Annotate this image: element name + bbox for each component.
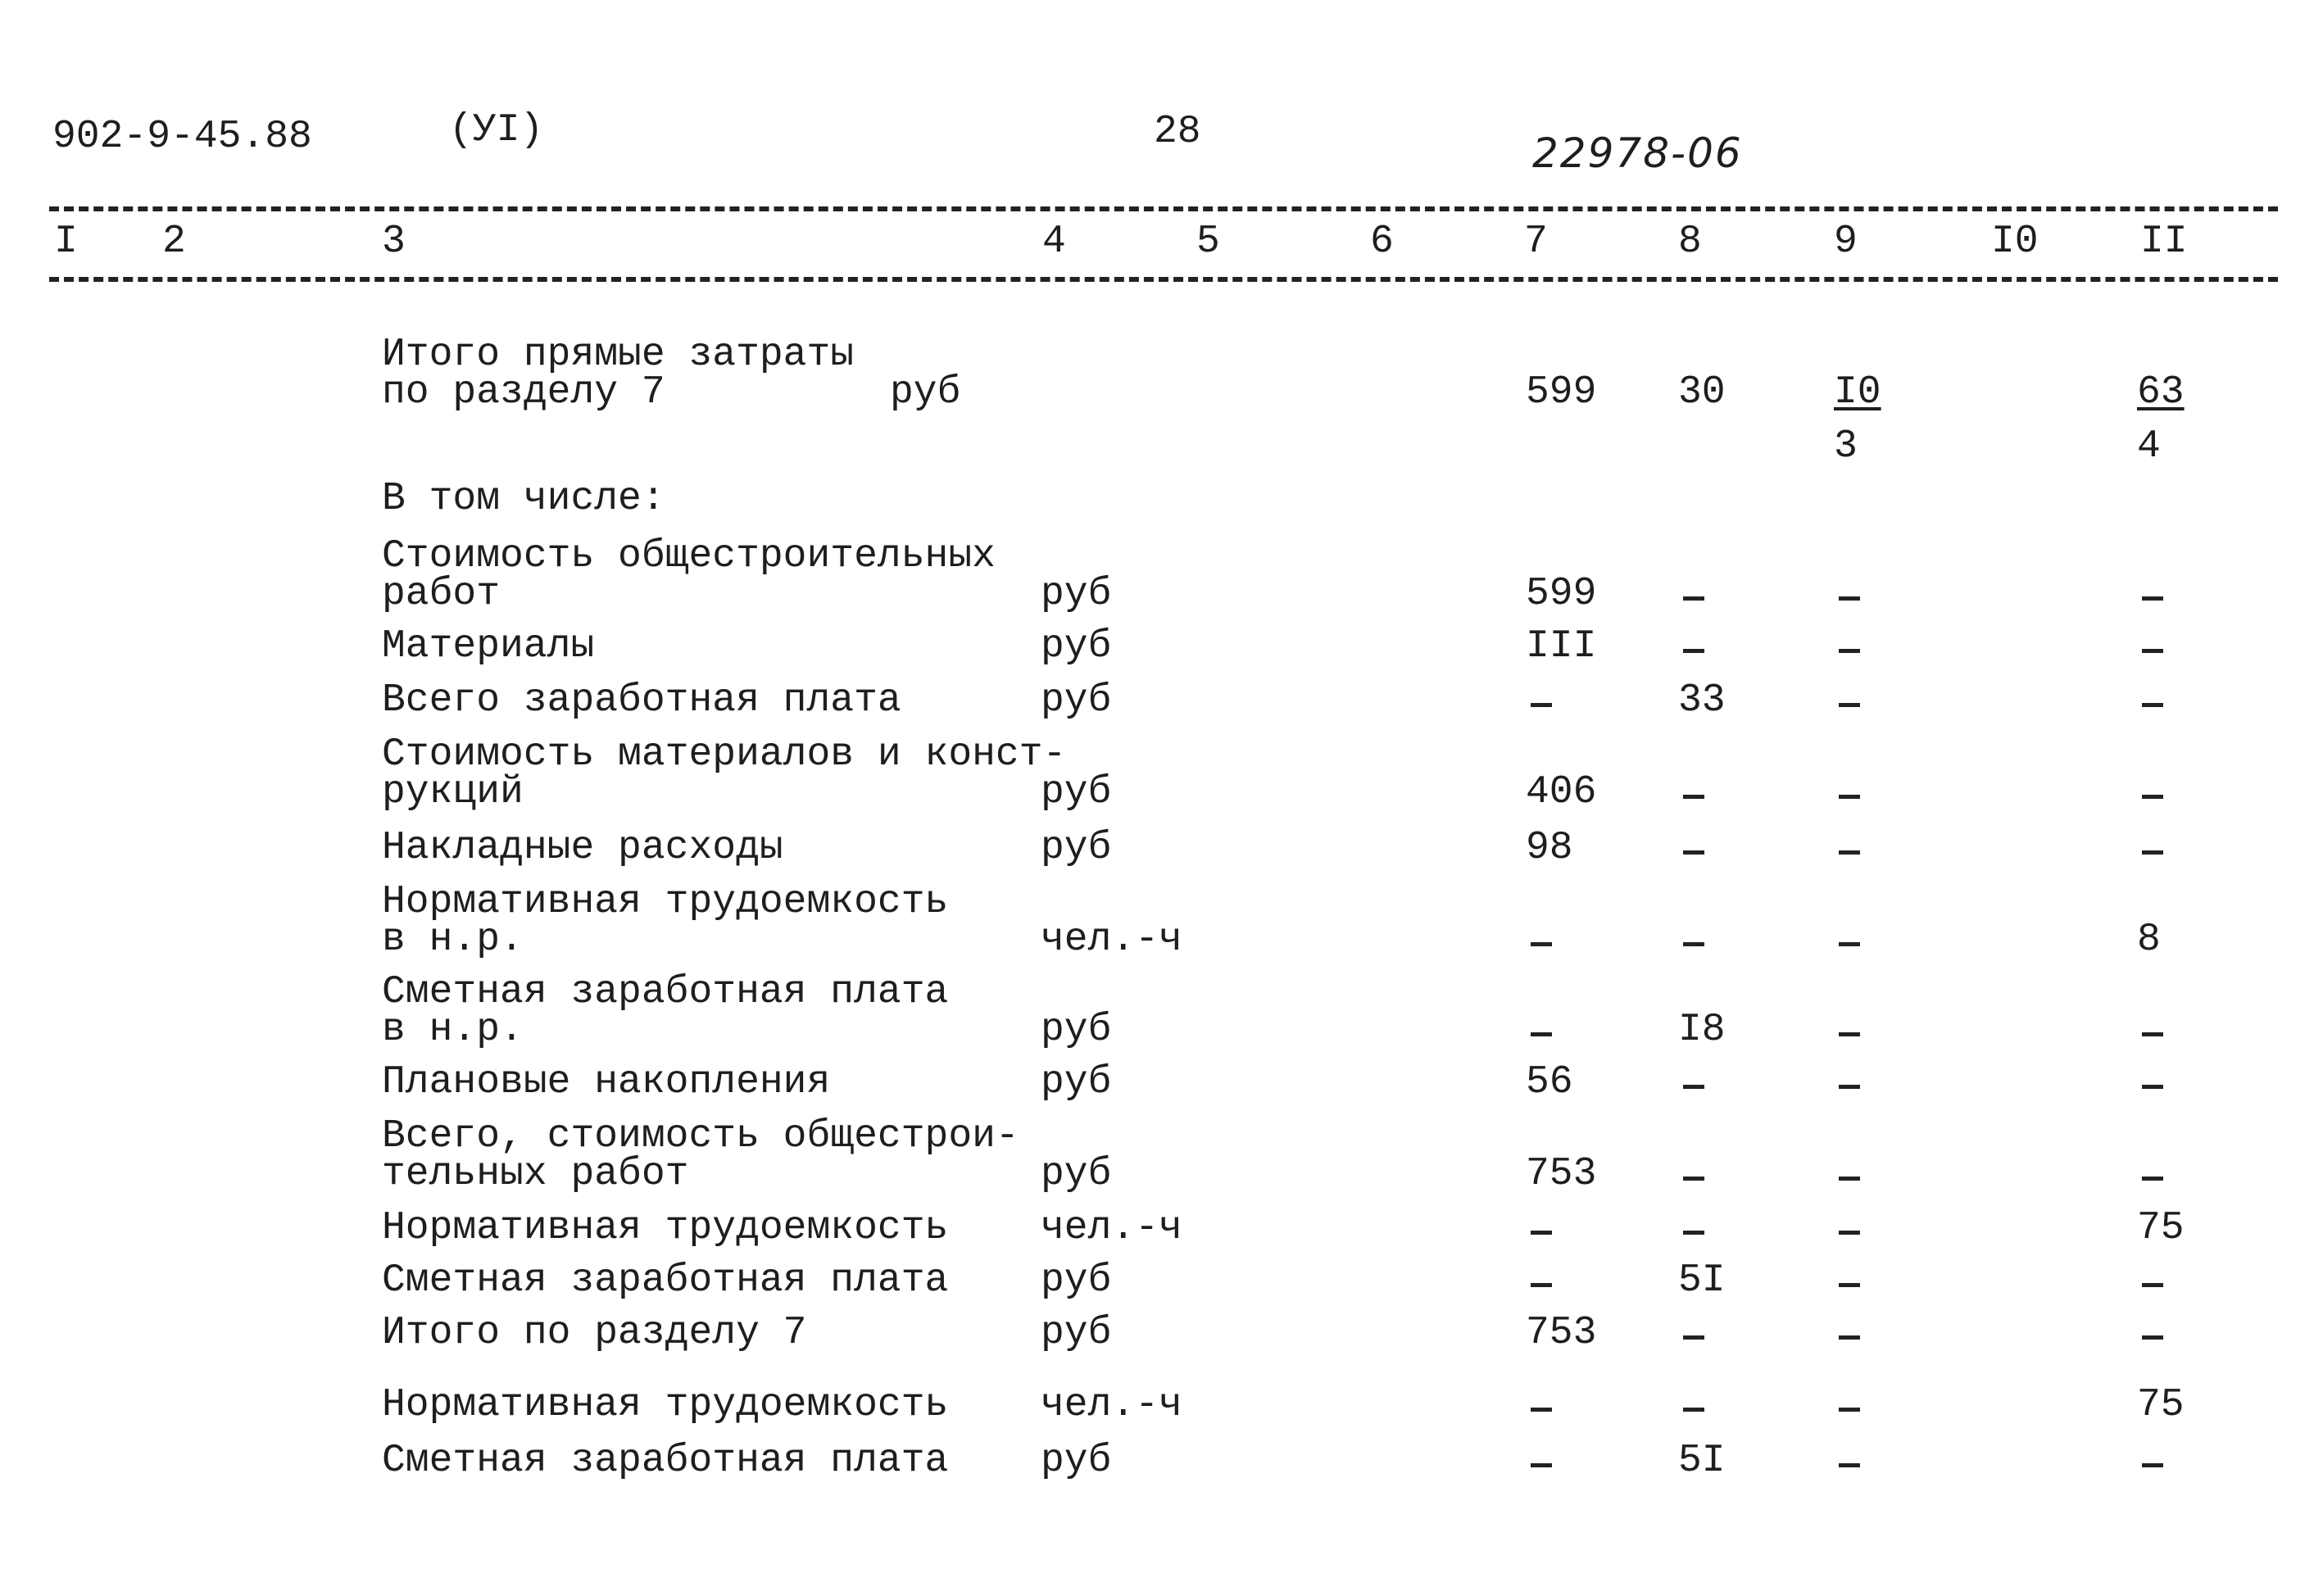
col8-value: 5I [1678,1258,1726,1303]
col9-value [1834,575,1858,613]
col9-value [1834,1011,1858,1049]
row-label: по разделу 7 [382,370,665,415]
row-label: Сметная заработная плата [382,1439,949,1483]
column-header: 4 [1042,220,1066,264]
column-header: I [54,220,78,264]
col7-value [1526,1386,1549,1424]
col9-value [1834,773,1858,811]
row-label: Стоимость общестроительных [382,534,996,578]
col7-value: 753 [1526,1311,1597,1355]
col7-value: 599 [1526,572,1597,616]
document-code: 902-9-45.88 [52,115,312,159]
row-label: Нормативная трудоемкость [382,1383,949,1427]
col8-value: 33 [1678,678,1726,723]
col9-value [1834,1386,1858,1424]
col11-value [2137,1011,2161,1049]
row-label: Накладные расходы [382,826,783,870]
col9-value [1834,1262,1858,1299]
col11-value [2137,829,2161,867]
row-label: Всего, стоимость общестрои- [382,1114,1019,1158]
row-unit: руб [1041,1152,1112,1196]
row-label: Итого по разделу 7 [382,1311,807,1355]
row-label: Нормативная трудоемкость [382,1206,949,1250]
inventory-number: 22978-06 [1532,129,1743,177]
page-number: 28 [1154,110,1201,154]
col7-value [1526,921,1549,959]
row-unit: руб [1041,572,1112,616]
col11-subvalue: 4 [2137,424,2161,469]
col11-value: 8 [2137,918,2161,962]
col9-value [1834,921,1858,959]
col8-value: 5I [1678,1439,1726,1483]
col11-value [2137,1442,2161,1480]
col9-value: I0 [1834,370,1881,415]
section-code: (УI) [449,108,544,152]
column-header: I0 [1991,220,2039,264]
row-unit: чел.-ч [1041,1383,1182,1427]
col7-value [1526,682,1549,719]
col7-value: 56 [1526,1060,1573,1104]
row-label: Итого прямые затраты [382,333,855,377]
col9-value [1834,1155,1858,1193]
col9-value [1834,682,1858,719]
row-label: В том числе: [382,477,665,521]
col7-value [1526,1209,1549,1247]
row-unit: руб [1041,1060,1112,1104]
col8-value [1678,575,1702,613]
col11-value: 75 [2137,1206,2185,1250]
row-label: в н.р. [382,1008,524,1052]
col9-value [1834,1063,1858,1101]
column-header: 6 [1370,220,1394,264]
row-label: Стоимость материалов и конст- [382,732,1067,777]
col11-value [2137,1155,2161,1193]
row-unit: руб [1041,1439,1112,1483]
col11-value: 63 [2137,370,2185,415]
col8-value: I8 [1678,1008,1726,1052]
col7-value [1526,1262,1549,1299]
col11-value [2137,628,2161,665]
col7-value: III [1526,624,1597,669]
row-unit: руб [1041,770,1112,814]
row-unit: руб [1041,624,1112,669]
row-unit: руб [1041,1008,1112,1052]
column-header: 3 [382,220,406,264]
col8-value: 30 [1678,370,1726,415]
col9-value [1834,1442,1858,1480]
row-label: работ [382,572,501,616]
col9-value [1834,829,1858,867]
col7-value: 98 [1526,826,1573,870]
col7-value: 599 [1526,370,1597,415]
row-label: Нормативная трудоемкость [382,880,949,924]
column-header: 2 [162,220,186,264]
col9-value [1834,1209,1858,1247]
col9-value [1834,1314,1858,1352]
row-label: Всего заработная плата [382,678,901,723]
row-label: Сметная заработная плата [382,1258,949,1303]
col11-value [2137,682,2161,719]
table-header-bottom-rule [49,277,2278,282]
col8-value [1678,1063,1702,1101]
row-unit: руб [1041,826,1112,870]
col11-value [2137,1063,2161,1101]
column-header: 7 [1524,220,1548,264]
table-header-top-rule [49,206,2278,211]
row-label: рукций [382,770,524,814]
row-unit: руб [890,370,961,415]
col11-value [2137,575,2161,613]
col11-value [2137,1262,2161,1299]
col8-value [1678,1209,1702,1247]
col8-value [1678,1314,1702,1352]
row-label: тельных работ [382,1152,689,1196]
col9-subvalue: 3 [1834,424,1858,469]
row-unit: руб [1041,1311,1112,1355]
col11-value [2137,773,2161,811]
row-unit: чел.-ч [1041,1206,1182,1250]
row-unit: чел.-ч [1041,918,1182,962]
row-label: Плановые накопления [382,1060,831,1104]
col7-value: 753 [1526,1152,1597,1196]
row-unit: руб [1041,1258,1112,1303]
col9-value [1834,628,1858,665]
col7-value: 406 [1526,770,1597,814]
col8-value [1678,1155,1702,1193]
col8-value [1678,628,1702,665]
col11-value [2137,1314,2161,1352]
row-label: в н.р. [382,918,524,962]
column-header: 5 [1196,220,1220,264]
column-header: 9 [1834,220,1858,264]
col8-value [1678,921,1702,959]
col7-value [1526,1442,1549,1480]
column-header: II [2140,220,2188,264]
row-label: Материалы [382,624,595,669]
col8-value [1678,1386,1702,1424]
col7-value [1526,1011,1549,1049]
row-label: Сметная заработная плата [382,970,949,1014]
column-header: 8 [1678,220,1702,264]
col8-value [1678,829,1702,867]
col11-value: 75 [2137,1383,2185,1427]
col8-value [1678,773,1702,811]
row-unit: руб [1041,678,1112,723]
